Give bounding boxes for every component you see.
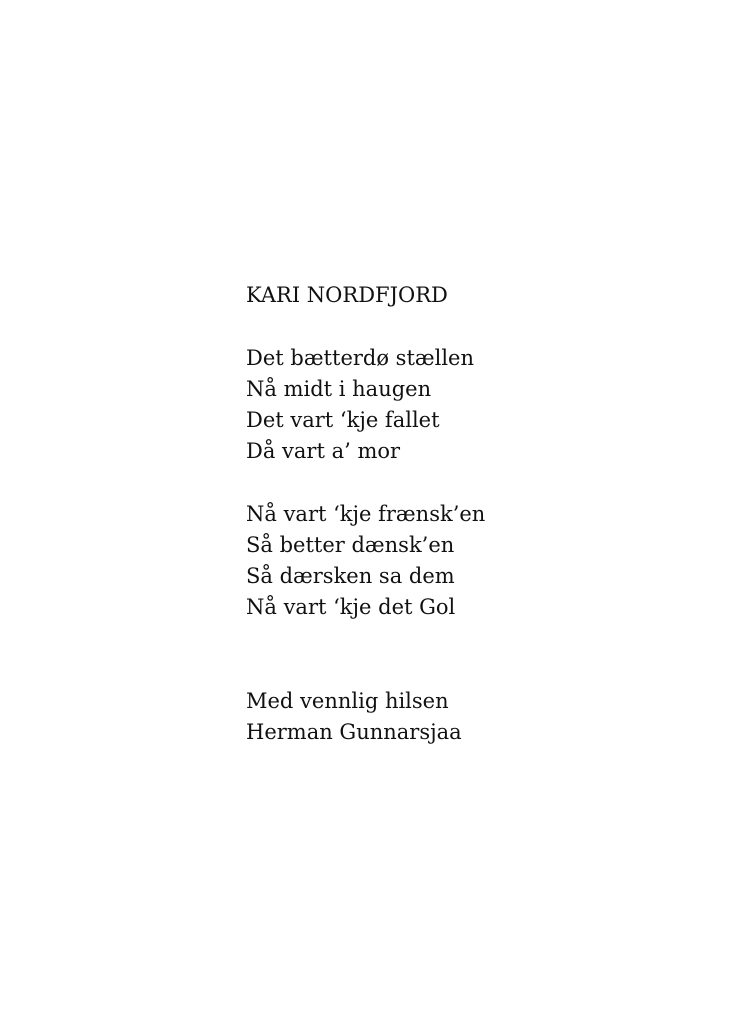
- stanza-2-line-4: Nå vart ‘kje det Gol: [246, 595, 456, 619]
- stanza-2-line-3: Så dærsken sa dem: [246, 564, 455, 588]
- stanza-2: [246, 499, 686, 623]
- stanza-2-line-1: Nå vart ‘kje frænsk’en: [246, 502, 486, 526]
- stanza-1-line-2: Nå midt i haugen: [246, 377, 432, 401]
- stanza-2-line-2: Så better dænsk’en: [246, 533, 455, 557]
- stanza-1-line-4: Då vart a’ mor: [246, 439, 401, 463]
- closing-block: [246, 686, 686, 748]
- closing-greeting: Med vennlig hilsen: [246, 689, 449, 713]
- stanza-1-line-3: Det vart ‘kje fallet: [246, 408, 440, 432]
- stanza-1-line-1: Det bætterdø stællen: [246, 346, 475, 370]
- poem-text-block: [246, 280, 686, 748]
- stanza-1: [246, 343, 686, 467]
- poem-title: KARI NORDFJORD: [246, 283, 448, 307]
- author-signature: Herman Gunnarsjaa: [246, 720, 462, 744]
